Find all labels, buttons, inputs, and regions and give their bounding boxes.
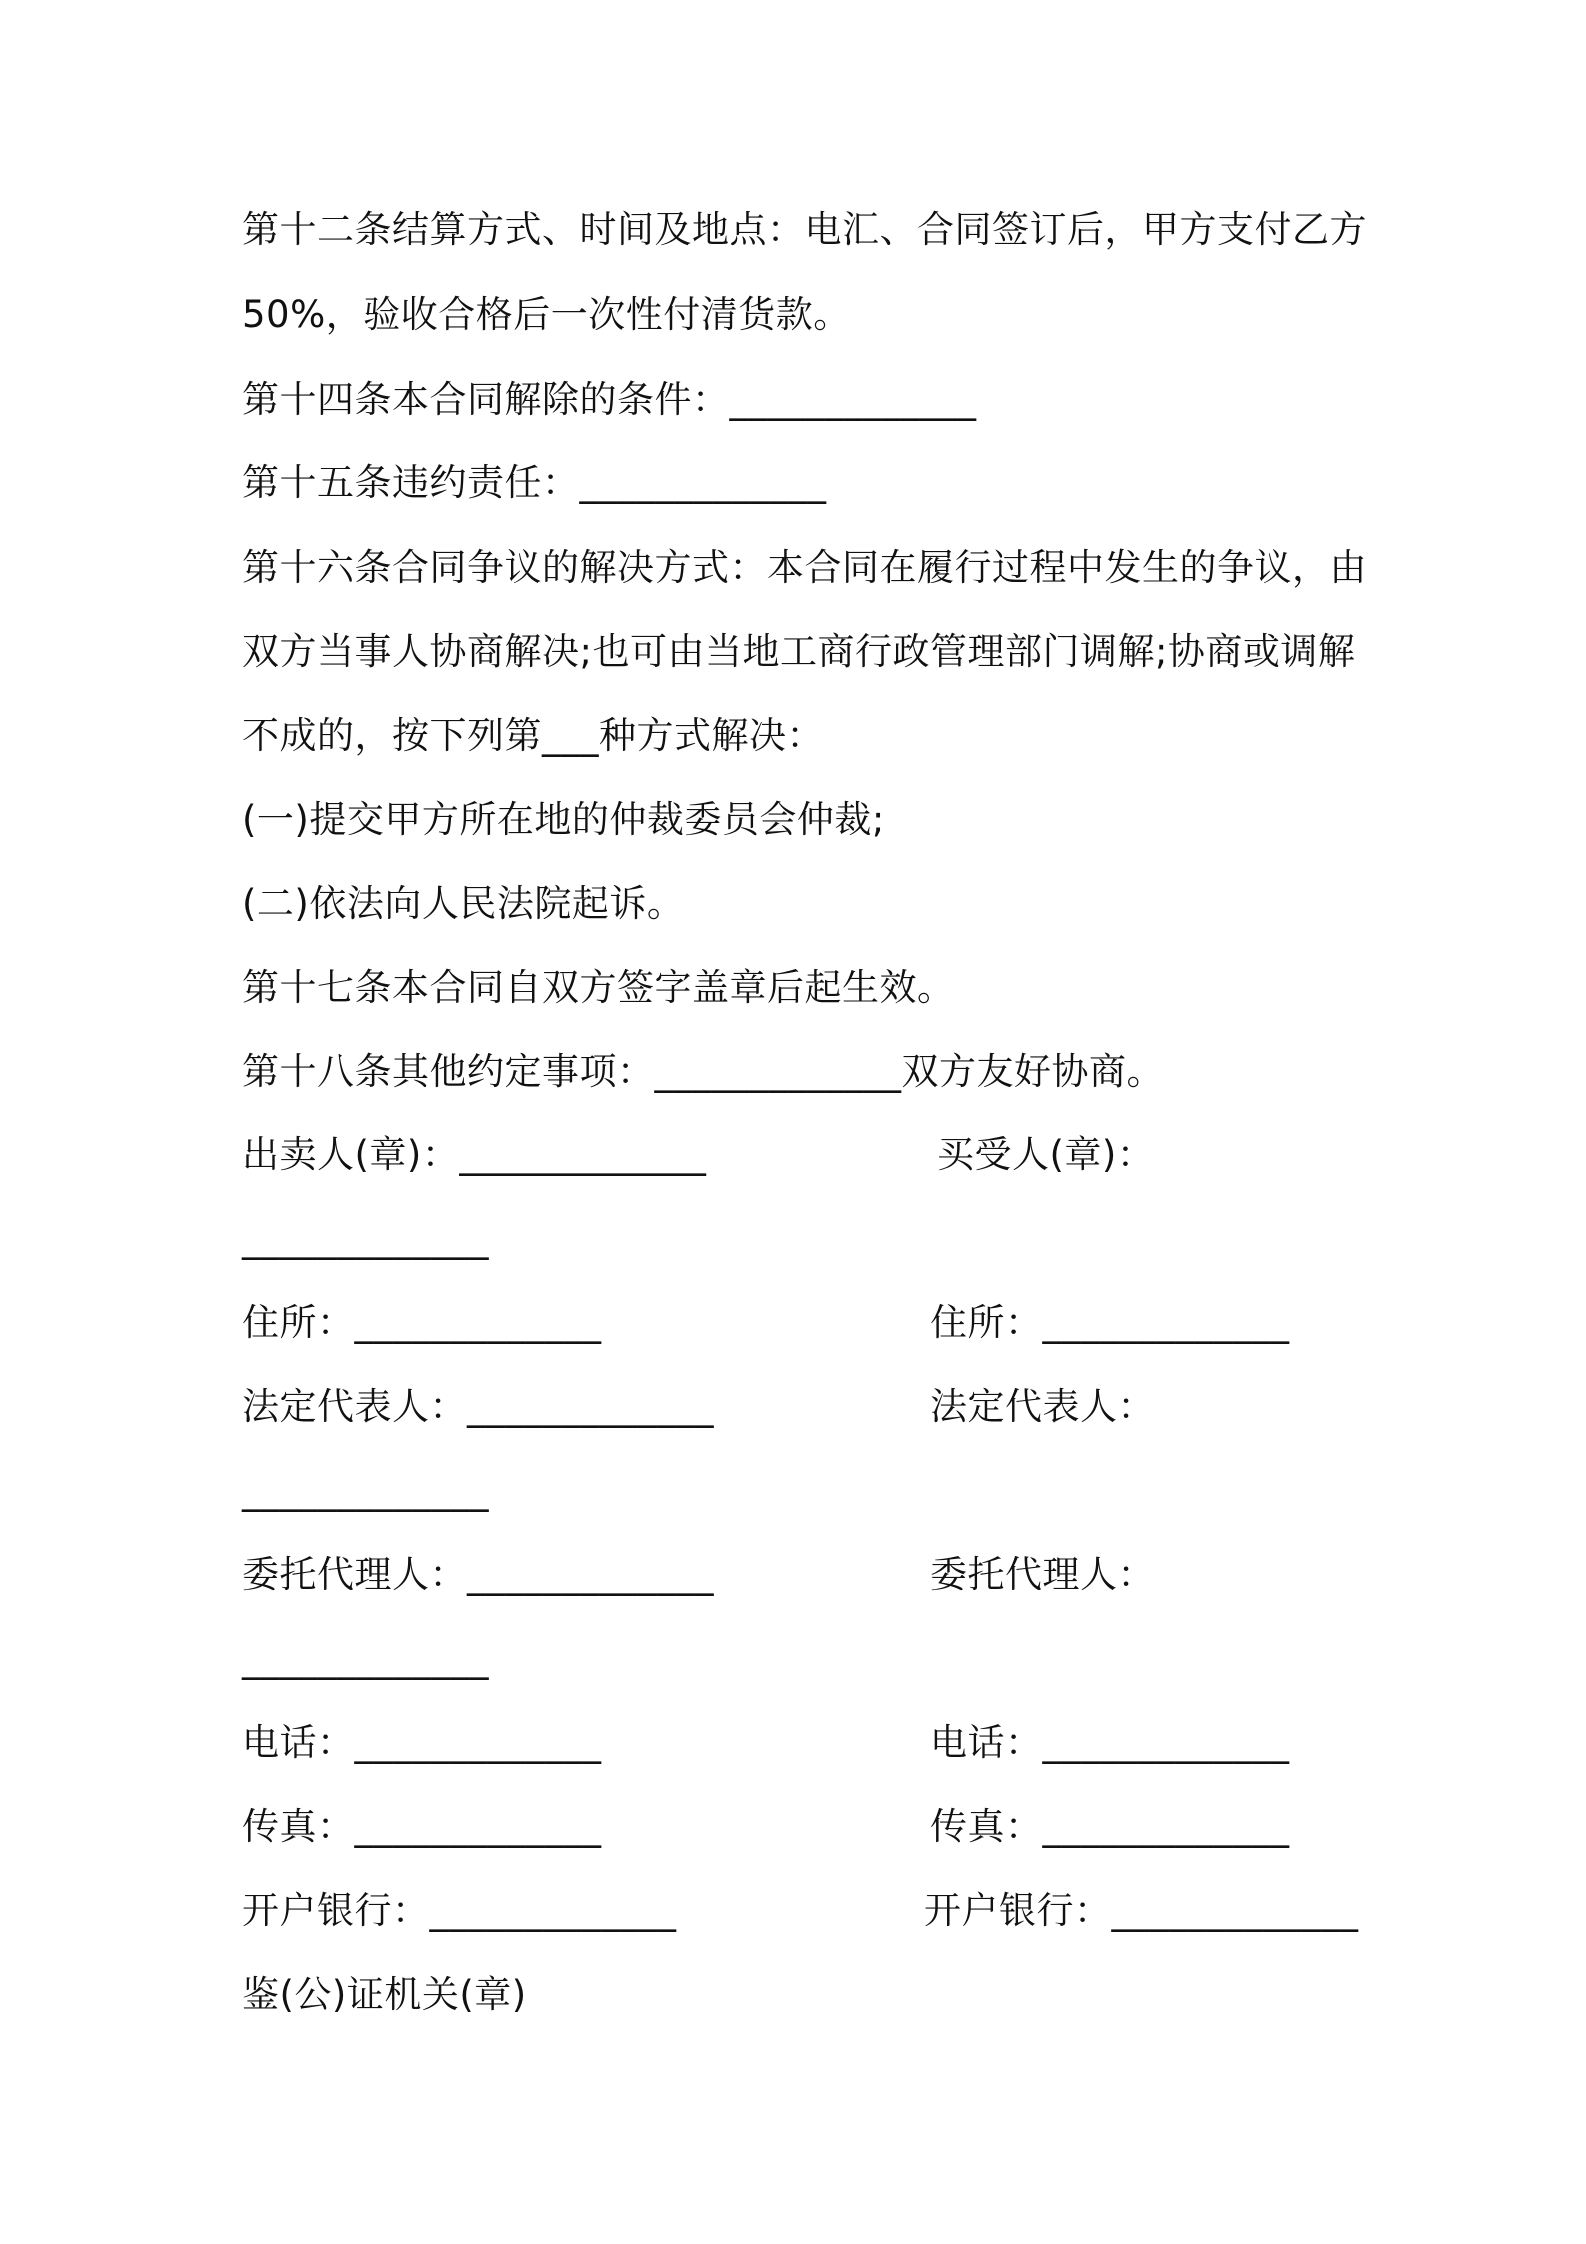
clause-12-line-1: 第十二条结算方式、时间及地点：电汇、合同签订后，甲方支付乙方 xyxy=(242,208,1367,251)
dispute-option-1: (一)提交甲方所在地的仲裁委员会仲裁; xyxy=(242,798,885,841)
seller-rep-field: 法定代表人：_____________ xyxy=(242,1385,714,1428)
seller-bank-field: 开户银行：_____________ xyxy=(242,1889,677,1932)
dispute-option-2: (二)依法向人民法院起诉。 xyxy=(242,882,685,925)
buyer-bank-field: 开户银行：_____________ xyxy=(924,1889,1359,1932)
buyer-rep-field: 法定代表人： xyxy=(930,1385,1155,1428)
clause-17: 第十七条本合同自双方签字盖章后起生效。 xyxy=(242,966,955,1009)
clause-18: 第十八条其他约定事项：_____________双方友好协商。 xyxy=(242,1050,1164,1093)
seller-phone-field: 电话：_____________ xyxy=(242,1721,602,1764)
clause-15: 第十五条违约责任：_____________ xyxy=(242,461,827,504)
buyer-seal-field: 买受人(章)： xyxy=(937,1133,1155,1176)
seller-agent-field: 委托代理人：_____________ xyxy=(242,1553,714,1596)
seller-fax-field: 传真：_____________ xyxy=(242,1805,602,1848)
buyer-phone-field: 电话：_____________ xyxy=(930,1721,1290,1764)
clause-16-line-2: 双方当事人协商解决;也可由当地工商行政管理部门调解;协商或调解 xyxy=(242,630,1356,673)
clause-12-line-2: 50%，验收合格后一次性付清货款。 xyxy=(242,293,851,336)
clause-14: 第十四条本合同解除的条件：_____________ xyxy=(242,378,977,421)
buyer-address-field: 住所：_____________ xyxy=(930,1301,1290,1344)
seller-seal-field: 出卖人(章)：_____________ xyxy=(242,1133,707,1176)
buyer-fax-field: 传真：_____________ xyxy=(930,1805,1290,1848)
buyer-agent-blank: _____________ xyxy=(242,1637,489,1680)
buyer-agent-field: 委托代理人： xyxy=(930,1553,1155,1596)
notary-seal-field: 鉴(公)证机关(章) xyxy=(242,1973,527,2016)
clause-16-line-3: 不成的，按下列第___种方式解决： xyxy=(242,714,824,757)
buyer-rep-blank: _____________ xyxy=(242,1469,489,1512)
buyer-seal-blank: _____________ xyxy=(242,1217,489,1260)
clause-16-line-1: 第十六条合同争议的解决方式：本合同在履行过程中发生的争议，由 xyxy=(242,546,1367,589)
seller-address-field: 住所：_____________ xyxy=(242,1301,602,1344)
